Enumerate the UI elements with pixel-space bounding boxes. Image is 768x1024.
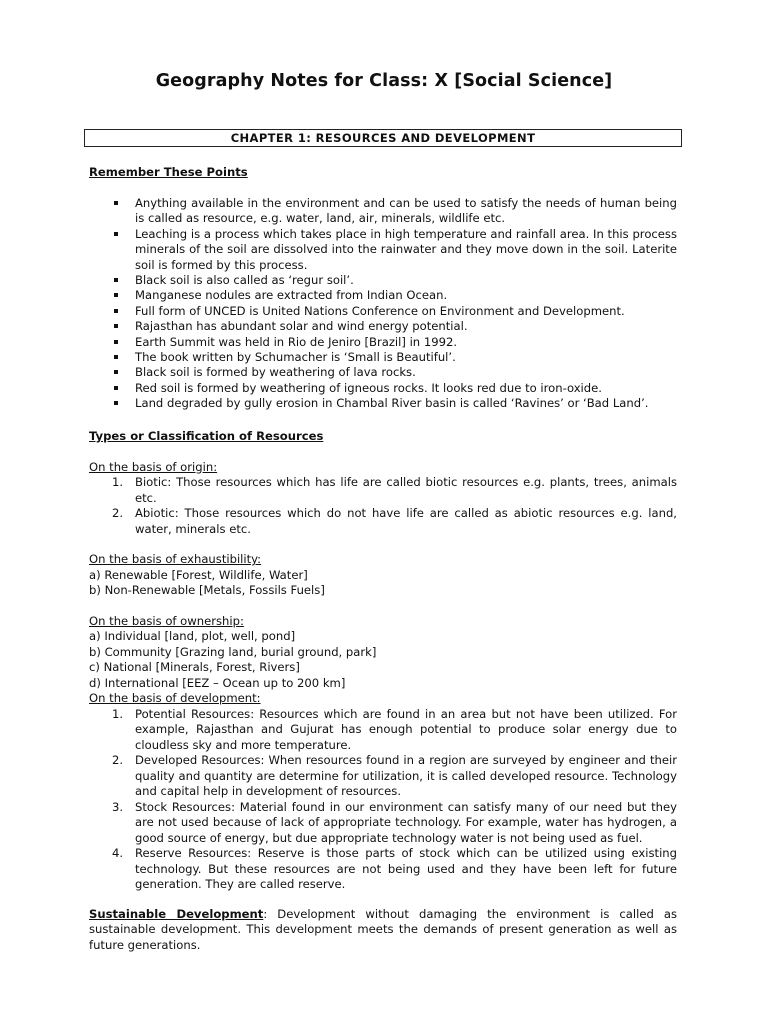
ownership-label: On the basis of ownership: bbox=[89, 613, 244, 628]
types-heading: Types or Classification of Resources bbox=[89, 428, 324, 443]
list-item: Land degraded by gully erosion in Chambal River basin is called ‘Ravines’ or ‘Bad Land’. bbox=[89, 396, 677, 411]
exhaustibility-line: b) Non-Renewable [Metals, Fossils Fuels] bbox=[89, 583, 325, 598]
list-item: Full form of UNCED is United Nations Conference on Environment and Development. bbox=[89, 304, 677, 319]
list-item: 2. Abiotic: Those resources which do not have life are called as abiotic resources e.g. land, water, minerals etc. bbox=[112, 506, 677, 536]
sustainable-label: Sustainable Development bbox=[89, 906, 264, 921]
origin-list bbox=[89, 475, 677, 537]
exhaustibility-label: On the basis of exhaustibility: bbox=[89, 552, 262, 567]
list-item: Black soil is also called as ‘regur soil’. bbox=[89, 273, 677, 288]
list-item: Red soil is formed by weathering of igneous rocks. It looks red due to iron-oxide. bbox=[89, 381, 677, 396]
list-item: 4. Reserve Resources: Reserve is those parts of stock which can be utilized using existing technology. But these resources are not being used and they have been left for future generation. They are called reserve. bbox=[112, 846, 677, 892]
development-list bbox=[89, 707, 677, 893]
list-item: Leaching is a process which takes place in high temperature and rainfall area. In this process minerals of the soil are dissolved into the rainwater and they move down in the soil. Laterite soil is formed by this process. bbox=[89, 227, 677, 273]
list-item: Manganese nodules are extracted from Indian Ocean. bbox=[89, 288, 677, 303]
document-title: Geography Notes for Class: X [Social Science] bbox=[155, 71, 613, 91]
remember-list bbox=[89, 196, 677, 412]
ownership-line: d) International [EEZ – Ocean up to 200 km] bbox=[89, 675, 346, 690]
chapter-heading-box: CHAPTER 1: RESOURCES AND DEVELOPMENT bbox=[84, 129, 682, 147]
list-item: Black soil is formed by weathering of lava rocks. bbox=[89, 365, 677, 380]
sustainable-paragraph bbox=[89, 907, 677, 954]
origin-label: On the basis of origin: bbox=[89, 459, 218, 474]
list-item: Anything available in the environment and can be used to satisfy the needs of human being is called as resource, e.g. water, land, air, minerals, wildlife etc. bbox=[89, 196, 677, 227]
ownership-line: c) National [Minerals, Forest, Rivers] bbox=[89, 660, 300, 675]
remember-heading: Remember These Points bbox=[89, 165, 248, 179]
list-item: 1. Potential Resources: Resources which are found in an area but not have been utilized. For example, Rajasthan and Gujurat has enough potential to produce solar energy due to cloudless sky and more temperature. bbox=[112, 706, 677, 752]
ownership-line: a) Individual [land, plot, well, pond] bbox=[89, 629, 296, 644]
list-item: Earth Summit was held in Rio de Jeniro [Brazil] in 1992. bbox=[89, 335, 677, 350]
list-item: The book written by Schumacher is ‘Small is Beautiful’. bbox=[89, 350, 677, 365]
list-item: Rajasthan has abundant solar and wind energy potential. bbox=[89, 319, 677, 334]
document-body bbox=[89, 164, 677, 965]
list-item: 3. Stock Resources: Material found in our environment can satisfy many of our need but they are not used because of lack of appropriate technology. For example, water has hydrogen, a good source of energy, but due appropriate technology water is not being used as fuel. bbox=[112, 799, 677, 845]
development-label: On the basis of development: bbox=[89, 691, 261, 706]
ownership-line: b) Community [Grazing land, burial ground, park] bbox=[89, 644, 377, 659]
exhaustibility-line: a) Renewable [Forest, Wildlife, Water] bbox=[89, 567, 308, 582]
list-item: 1. Biotic: Those resources which has life are called biotic resources e.g. plants, trees, animals etc. bbox=[112, 475, 677, 505]
list-item: 2. Developed Resources: When resources found in a region are surveyed by engineer and their quality and quantity are determine for utilization, it is called developed resource. Technology and capital help in development of resources. bbox=[112, 753, 677, 799]
sustainable-text: : Development without damaging the environment is called as sustainable development. This development meets the demands of present generation as well as future generations. bbox=[89, 906, 678, 952]
